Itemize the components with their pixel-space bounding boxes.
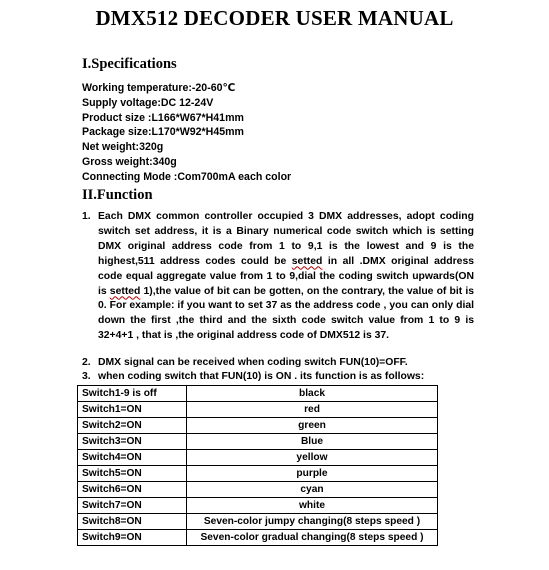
switch-cell: Switch5=ON — [78, 466, 187, 482]
specifications-list — [82, 81, 291, 185]
function-cell: Seven-color gradual changing(8 steps speed ) — [187, 530, 438, 546]
spec-working-temperature: Working temperature:-20-60℃ — [82, 82, 236, 94]
switch-cell: Switch8=ON — [78, 514, 187, 530]
table-row — [78, 466, 438, 482]
item-number: 3. — [82, 371, 91, 382]
function-item-2 — [82, 356, 408, 370]
switch-cell: Switch1-9 is off — [78, 386, 187, 402]
spec-connecting-mode: Connecting Mode :Com700mA each color — [82, 170, 292, 183]
function-item-2-text: DMX signal can be received when coding switch FUN(10)=OFF. — [98, 357, 408, 368]
table-row — [78, 386, 438, 402]
switch-cell: Switch3=ON — [78, 434, 187, 450]
table-row — [78, 434, 438, 450]
function-cell: yellow — [187, 450, 438, 466]
function-item-3 — [82, 370, 424, 384]
function-cell: Seven-color jumpy changing(8 steps speed ) — [187, 514, 438, 530]
function-cell: purple — [187, 466, 438, 482]
function-cell: cyan — [187, 482, 438, 498]
switch-cell: Switch1=ON — [78, 402, 187, 418]
spec-package-size: Package size:L170*W92*H45mm — [82, 126, 244, 139]
table-row — [78, 450, 438, 466]
function-item-3-text: when coding switch that FUN(10) is ON . its function is as follows: — [98, 371, 425, 382]
function-cell: white — [187, 498, 438, 514]
function-heading: II.Function — [82, 187, 153, 203]
text-segment: Each DMX common controller occupied 3 DMX addresses, adopt coding switch set address, it is a Binary numerical code switch which is setting DMX original address code from 1 to 9,1 is the lowest and 9 is the highest,511 address codes could be — [98, 211, 474, 267]
switch-cell: Switch4=ON — [78, 450, 187, 466]
function-cell: black — [187, 386, 438, 402]
text-segment: 1),the value of bit can be gotten, on the contrary, the value of bit is 0. For example: if you want to set 37 as the address code , you can only dial down the first ,the third and the sixth code switch value from 1 to 9 is 32+4+1 , that is ,the original address code of DMX512 is 37. — [98, 285, 474, 342]
table-row — [78, 498, 438, 514]
spellcheck-word: setted — [109, 285, 141, 297]
function-cell: red — [187, 402, 438, 418]
table-row — [78, 402, 438, 418]
spellcheck-word: setted — [291, 255, 323, 267]
function-item-1-text — [98, 210, 474, 344]
item-number: 1. — [82, 211, 91, 222]
specifications-heading: I.Specifications — [82, 56, 177, 72]
switch-cell: Switch2=ON — [78, 418, 187, 434]
text-segment: in all .DMX original address code equal aggregate value from 1 to 9,dial the coding switch upwards(ON is — [98, 255, 474, 297]
item-number: 2. — [82, 357, 91, 368]
spec-product-size: Product size :L166*W67*H41mm — [82, 111, 244, 124]
function-item-1 — [82, 210, 474, 344]
table-row — [78, 482, 438, 498]
function-cell: Blue — [187, 434, 438, 450]
switch-cell: Switch9=ON — [78, 530, 187, 546]
document-title: DMX512 DECODER USER MANUAL — [95, 6, 454, 30]
spec-gross-weight: Gross weight:340g — [82, 155, 177, 168]
spec-supply-voltage: Supply voltage:DC 12-24V — [82, 96, 214, 109]
spec-net-weight: Net weight:320g — [82, 141, 164, 154]
function-cell: green — [187, 418, 438, 434]
table-row — [78, 530, 438, 546]
switch-function-table — [77, 385, 438, 546]
switch-cell: Switch6=ON — [78, 482, 187, 498]
switch-cell: Switch7=ON — [78, 498, 187, 514]
table-row — [78, 418, 438, 434]
table-row — [78, 514, 438, 530]
